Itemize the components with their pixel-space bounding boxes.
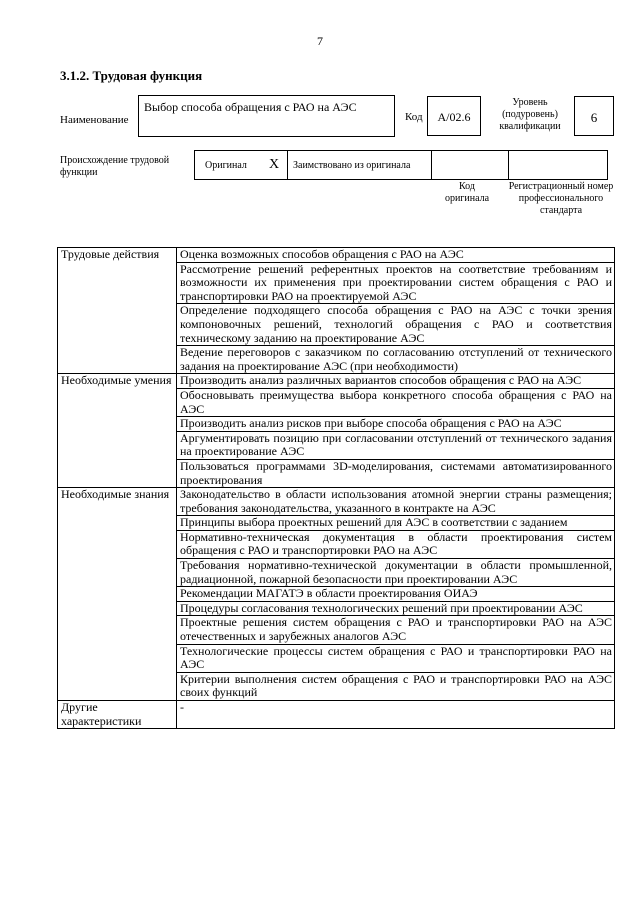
item-cell: Производить анализ рисков при выборе способа обращения с РАО на АЭС bbox=[177, 417, 615, 432]
item-cell: Принципы выбора проектных решений для АЭС в соответствии с заданием bbox=[177, 516, 615, 531]
item-cell: Критерии выполнения систем обращения с РАО и транспортировки РАО на АЭС своих функций bbox=[177, 672, 615, 700]
item-cell: - bbox=[177, 701, 615, 729]
item-cell: Рекомендации МАГАТЭ в области проектирования ОИАЭ bbox=[177, 587, 615, 602]
divider bbox=[508, 151, 509, 179]
name-label: Наименование bbox=[60, 114, 129, 126]
item-cell: Проектные решения систем обращения с РАО и транспортировки РАО на АЭС отечественных и зарубежных аналогов АЭС bbox=[177, 616, 615, 644]
item-cell: Производить анализ различных вариантов способов обращения с РАО на АЭС bbox=[177, 374, 615, 389]
divider bbox=[431, 151, 432, 179]
category-cell: Необходимые знания bbox=[58, 488, 177, 701]
category-cell: Трудовые действия bbox=[58, 248, 177, 374]
origin-box bbox=[194, 150, 608, 180]
item-cell: Процедуры согласования технологических решений при проектировании АЭС bbox=[177, 601, 615, 616]
category-cell: Другие характеристики bbox=[58, 701, 177, 729]
item-cell: Оценка возможных способов обращения с РАО на АЭС bbox=[177, 248, 615, 263]
original-mark: X bbox=[269, 157, 280, 172]
code-label: Код bbox=[405, 111, 423, 123]
code-value: А/02.6 bbox=[427, 96, 481, 136]
table-row bbox=[58, 248, 615, 263]
category-cell: Необходимые умения bbox=[58, 374, 177, 488]
item-cell: Законодательство в области использования атомной энергии страны размещения; требования законодательства, указанного в контракте на АЭС bbox=[177, 488, 615, 516]
item-cell: Ведение переговоров с заказчиком по согласованию отступлений от технического задания на проектирование АЭС (при необходимости) bbox=[177, 346, 615, 374]
section-title: 3.1.2. Трудовая функция bbox=[60, 68, 203, 83]
function-table bbox=[57, 247, 615, 729]
level-value: 6 bbox=[574, 96, 614, 136]
code-original-caption: Код оригинала bbox=[444, 181, 490, 204]
item-cell: Определение подходящего способа обращения с РАО на АЭС с точки зрения компоновочных решений, технологий обращения с РАО и соответствия техническому заданию на проектирование АЭС bbox=[177, 304, 615, 346]
item-cell: Технологические процессы систем обращения с РАО и транспортировки РАО на АЭС bbox=[177, 644, 615, 672]
page-number: 7 bbox=[317, 34, 323, 48]
original-label: Оригинал bbox=[205, 160, 247, 171]
table-row bbox=[58, 488, 615, 516]
item-cell: Нормативно-техническая документация в области проектирования систем обращения с РАО и транспортировки РАО на АЭС bbox=[177, 530, 615, 558]
level-label: Уровень (подуровень) квалификации bbox=[499, 97, 561, 132]
name-value: Выбор способа обращения с РАО на АЭС bbox=[138, 95, 395, 137]
item-cell: Рассмотрение решений референтных проектов на соответствие требованиям и возможности их применения при проектировании систем обращения с РАО и транспортировки РАО на проектируемой АЭС bbox=[177, 262, 615, 304]
table-row bbox=[58, 701, 615, 729]
origin-label: Происхождение трудовой функции bbox=[60, 155, 170, 178]
table-row bbox=[58, 374, 615, 389]
item-cell: Аргументировать позицию при согласовании отступлений от технического задания на проектирование АЭС bbox=[177, 431, 615, 459]
reg-number-caption: Регистрационный номер профессионального стандарта bbox=[508, 181, 614, 216]
item-cell: Требования нормативно-технической документации в области промышленной, радиационной, пожарной безопасности при проектировании АЭС bbox=[177, 559, 615, 587]
borrowed-label: Заимствовано из оригинала bbox=[293, 160, 411, 171]
item-cell: Пользоваться программами 3D-моделирования, системами автоматизированного проектирования bbox=[177, 459, 615, 487]
item-cell: Обосновывать преимущества выбора конкретного способа обращения с РАО на АЭС bbox=[177, 388, 615, 416]
divider bbox=[287, 151, 288, 179]
